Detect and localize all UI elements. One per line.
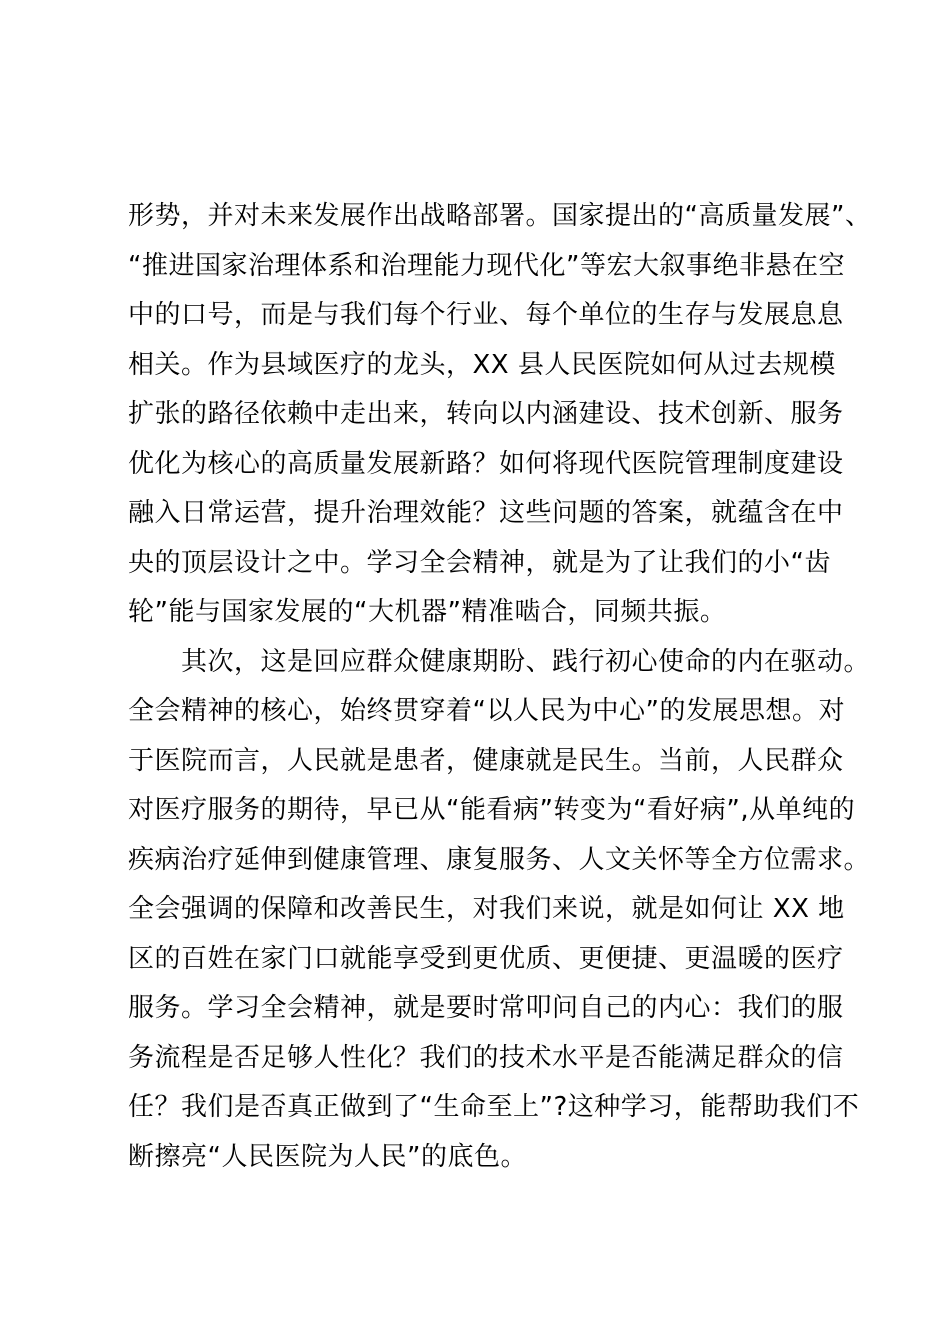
text-line: 其次，这是回应群众健康期盼、践行初心使命的内在驱动。 (128, 646, 871, 677)
text-line: 优化为核心的高质量发展新路？如何将现代医院管理制度建设 (128, 448, 844, 479)
text-line: 全会强调的保障和改善民生，对我们来说，就是如何让 XX 地 (128, 894, 845, 924)
text-line: 中的口号，而是与我们每个行业、每个单位的生存与发展息息 (128, 300, 844, 330)
text-line: 于医院而言，人民就是患者，健康就是民生。当前，人民群众 (128, 745, 844, 776)
text-line: 疾病治疗延伸到健康管理、康复服务、人文关怀等全方位需求。 (128, 844, 871, 875)
text-line: 轮”能与国家发展的“大机器”精准啮合，同频共振。 (128, 597, 727, 627)
text-line: 融入日常运营，提升治理效能？这些问题的答案，就蕴含在中 (128, 498, 844, 528)
text-line: 断擦亮“人民医院为人民”的底色。 (128, 1141, 527, 1172)
text-line: 扩张的路径依赖中走出来，转向以内涵建设、技术创新、服务 (128, 399, 844, 429)
text-line: 全会精神的核心，始终贯穿着“以人民为中心”的发展思想。对 (128, 696, 845, 726)
paragraph-1 (128, 192, 872, 638)
text-line: 对医疗服务的期待，早已从“能看病”转变为“看好病”,从单纯的 (128, 795, 856, 825)
text-line: 服务。学习全会精神，就是要时常叩问自己的内心：我们的服 (128, 993, 844, 1023)
text-line: 央的顶层设计之中。学习全会精神，就是为了让我们的小“齿 (128, 547, 831, 578)
text-line: 相关。作为县域医疗的龙头，XX 县人民医院如何从过去规模 (128, 349, 836, 380)
document-body (128, 192, 872, 1182)
paragraph-2 (128, 638, 871, 1183)
text-line: “推进国家治理体系和治理能力现代化”等宏大叙事绝非悬在空 (128, 250, 845, 281)
text-line: 形势，并对未来发展作出战略部署。国家提出的“高质量发展”、 (128, 201, 872, 231)
text-line: 区的百姓在家门口就能享受到更优质、更便捷、更温暖的医疗 (128, 943, 844, 974)
text-line: 任？我们是否真正做到了“生命至上”?这种学习，能帮助我们不 (128, 1092, 860, 1122)
text-line: 务流程是否足够人性化？我们的技术水平是否能满足群众的信 (128, 1042, 844, 1073)
